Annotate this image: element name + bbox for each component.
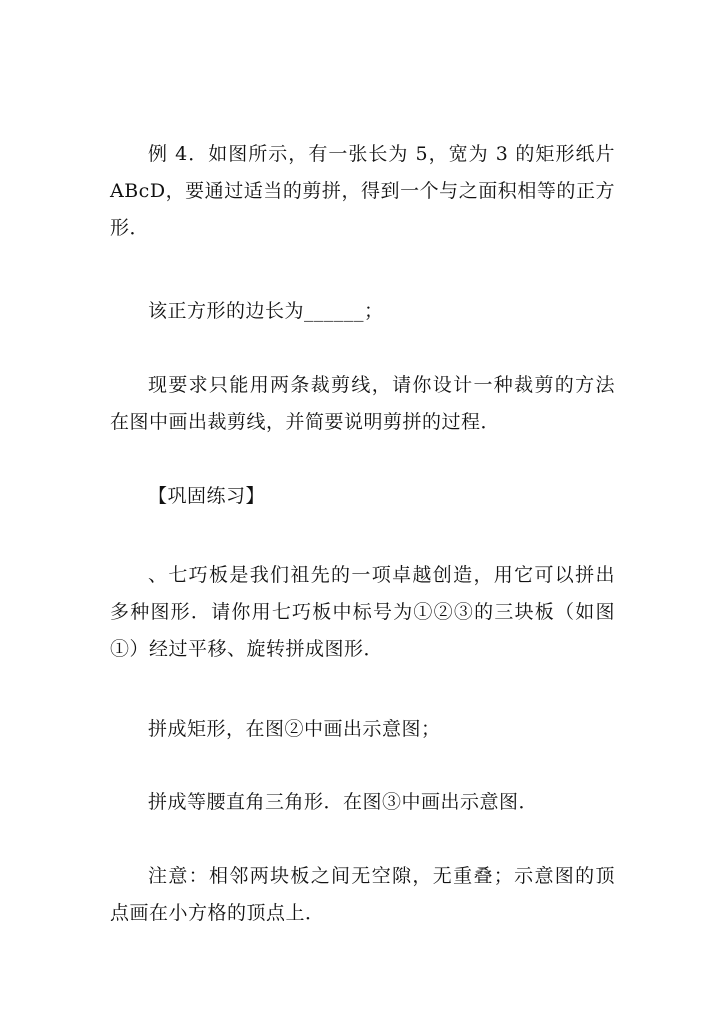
cutting-instruction: 现要求只能用两条裁剪线，请你设计一种裁剪的方法在图中画出裁剪线，并简要说明剪拼的过程．: [110, 374, 615, 433]
section-heading: 【巩固练习】: [148, 485, 266, 507]
triangle-task: 拼成等腰直角三角形．在图③中画出示意图．: [148, 791, 539, 813]
example-4-problem: 例 4．如图所示，有一张长为 5，宽为 3 的矩形纸片 ABcD，要通过适当的剪拼，得到一个与之面积相等的正方形．: [110, 143, 615, 239]
rectangle-task: 拼成矩形，在图②中画出示意图；: [148, 718, 441, 740]
notes-paragraph: 注意：相邻两块板之间无空隙，无重叠；示意图的顶点画在小方格的顶点上．: [110, 865, 615, 924]
square-side-question: 该正方形的边长为______；: [148, 300, 384, 322]
tangram-problem: 、七巧板是我们祖先的一项卓越创造，用它可以拼出多种图形．请你用七巧板中标号为①②③的三块板（如图①）经过平移、旋转拼成图形．: [110, 564, 615, 660]
